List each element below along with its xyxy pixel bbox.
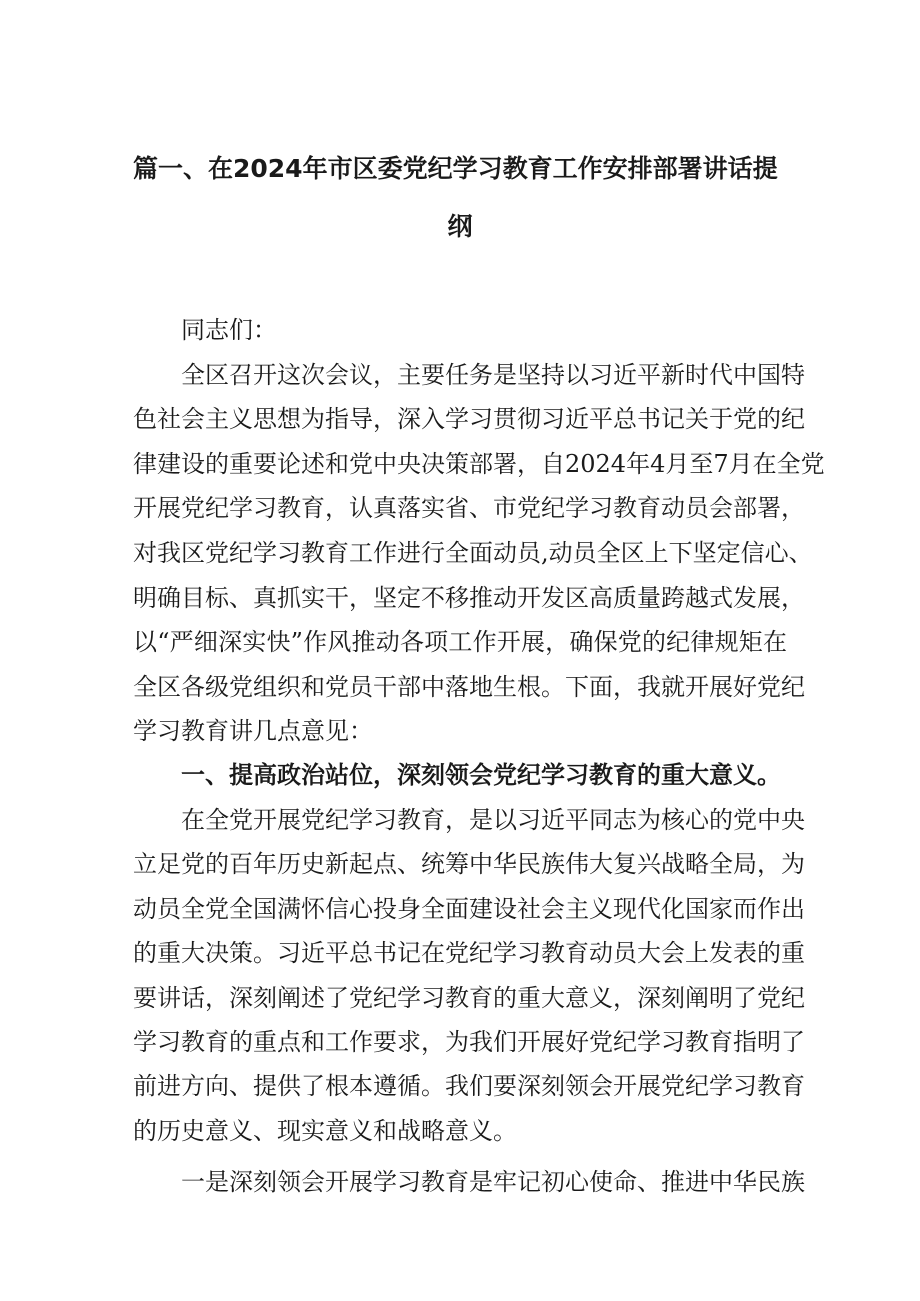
paragraph-line: 动员全党全国满怀信心投身全面建设社会主义现代化国家而作出 — [133, 895, 805, 923]
paragraph-line: 全区各级党组织和党员干部中落地生根。下面，我就开展好党纪 — [133, 673, 805, 701]
paragraph-line: 要讲话，深刻阐述了党纪学习教育的重大意义，深刻阐明了党纪 — [133, 984, 805, 1012]
paragraph-line: 学习教育的重点和工作要求，为我们开展好党纪学习教育指明了 — [133, 1028, 805, 1056]
paragraph-line: 立足党的百年历史新起点、统筹中华民族伟大复兴战略全局，为 — [133, 850, 805, 878]
paragraph-line: 对我区党纪学习教育工作进行全面动员,动员全区上下坚定信心、 — [133, 539, 813, 567]
salutation: 同志们： — [181, 316, 277, 344]
section-heading-1: 一、提高政治站位，深刻领会党纪学习教育的重大意义。 — [181, 761, 781, 789]
paragraph-line: 全区召开这次会议，主要任务是坚持以习近平新时代中国特 — [181, 361, 805, 389]
paragraph-line: 在全党开展党纪学习教育，是以习近平同志为核心的党中央 — [181, 806, 805, 834]
paragraph-line: 律建设的重要论述和党中央决策部署，自2024年4月至7月在全党 — [133, 450, 825, 478]
paragraph-3-line: 一是深刻领会开展学习教育是牢记初心使命、推进中华民族 — [181, 1168, 805, 1196]
paragraph-line: 的历史意义、现实意义和战略意义。 — [133, 1117, 517, 1145]
document-title-line2: 纲 — [447, 212, 473, 241]
paragraph-line: 的重大决策。习近平总书记在党纪学习教育动员大会上发表的重 — [133, 939, 805, 967]
paragraph-line: 以“严细深实快”作风推动各项工作开展，确保党的纪律规矩在 — [133, 628, 787, 656]
paragraph-line: 明确目标、真抓实干，坚定不移推动开发区高质量跨越式发展， — [133, 584, 805, 612]
paragraph-line: 开展党纪学习教育，认真落实省、市党纪学习教育动员会部署， — [133, 494, 805, 522]
paragraph-line: 前进方向、提供了根本遵循。我们要深刻领会开展党纪学习教育 — [133, 1072, 805, 1100]
document-title-line1: 篇一、在2024年市区委党纪学习教育工作安排部署讲话提 — [133, 154, 778, 183]
paragraph-line: 色社会主义思想为指导，深入学习贯彻习近平总书记关于党的纪 — [133, 405, 805, 433]
paragraph-line: 学习教育讲几点意见： — [133, 717, 373, 745]
